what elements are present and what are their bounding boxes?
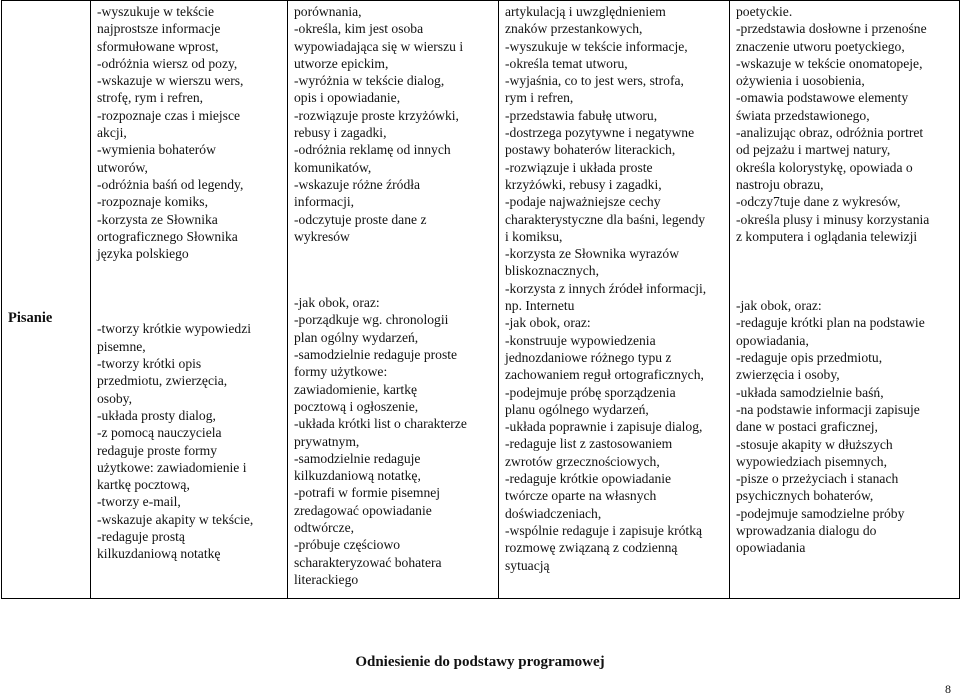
cell-text-bottom: -jak obok, oraz: -redaguje krótki plan na podstawie opowiadania, -redaguje opis przedmiotu, zwierzęcia i osoby, -układa samodzielnie baśń, -na podstawie informacji zapisuje dane w postaci graficznej, -stosuje akapity w dłuższych wypowiedziach pisemnych, -pisze o przeżyciach i stanach psychicznych bohaterów, -podejmuje samodzielne próby wprowadzania dialogu do opowiadania xyxy=(736,298,925,556)
table-cell xyxy=(91,1,288,599)
requirements-table xyxy=(1,0,960,599)
page-number: 8 xyxy=(945,682,951,696)
table-cell xyxy=(730,1,960,599)
cell-text-bottom: -jak obok, oraz: -porządkuje wg. chronologii plan ogólny wydarzeń, -samodzielnie redaguje proste formy użytkowe: zawiadomienie, kartkę pocztową i ogłoszenie, -układa krótki list o charakterze prywatnym, -samodzielnie redaguje kilkuzdaniową notatkę, -potrafi w formie pisemnej zredagować opowiadanie odtwórcze, -próbuje częściowo scharakteryzować bohatera literackiego xyxy=(294,295,467,587)
cell-text-top: poetyckie. -przedstawia dosłowne i przenośne znaczenie utworu poetyckiego, -wskazuje w tekście onomatopeje, ożywienia i uosobienia, -omawia podstawowe elementy świata przedstawionego, -analizując obraz, odróżnia portret od pejzażu i martwej natury, określa kolorystykę, opowiada o nastroju obrazu, -odczy7tuje dane z wykresów, -określa plusy i minusy korzystania z komputera i oglądania telewizji xyxy=(736,4,930,244)
cell-text-bottom: -jak obok, oraz: -konstruuje wypowiedzenia jednozdaniowe różnego typu z zachowaniem reguł ortograficznych, -podejmuje próbę sporządzenia planu ogólnego wydarzeń, -układa poprawnie i zapisuje dialog, -redaguje list z zastosowaniem zwrotów grzecznościowych, -redaguje krótkie opowiadanie twórcze oparte na własnych doświadczeniach, -wspólnie redaguje i zapisuje krótką rozmowę związaną z codzienną sytuacją xyxy=(505,315,704,573)
cell-text-top: porównania, -określa, kim jest osoba wypowiadająca się w wierszu i utworze epickim, -wyróżnia w tekście dialog, opis i opowiadanie, -rozwiązuje proste krzyżówki, rebusy i zagadki, -odróżnia reklamę od innych komunikatów, -wskazuje różne źródła informacji, -odczytuje proste dane z wykresów xyxy=(294,4,464,244)
row-label: Pisanie xyxy=(8,310,53,326)
table-cell xyxy=(499,1,730,599)
row-label-cell xyxy=(2,1,91,599)
cell-text-bottom: -tworzy krótkie wypowiedzi pisemne, -tworzy krótki opis przedmiotu, zwierzęcia, osoby, -układa prosty dialog, -z pomocą nauczyciela redaguje proste formy użytkowe: zawiadomienie i kartkę pocztową, -tworzy e-mail, -wskazuje akapity w tekście, -redaguje prostą kilkuzdaniową notatkę xyxy=(97,321,254,562)
footer-title: Odniesienie do podstawy programowej xyxy=(355,654,605,670)
table-row xyxy=(2,1,960,599)
cell-text-top: artykulacją i uwzględnieniem znaków przestankowych, -wyszukuje w tekście informacje, -określa temat utworu, -wyjaśnia, co to jest wers, strofa, rym i refren, -przedstawia fabułę utworu, -dostrzega pozytywne i negatywne postawy bohaterów literackich, -rozwiązuje i układa proste krzyżówki, rebusy i zagadki, -podaje najważniejsze cechy charakterystyczne dla baśni, legendy i komiksu, -korzysta ze Słownika wyrazów bliskoznacznych, -korzysta z innych źródeł informacji, np. Internetu xyxy=(505,4,707,314)
cell-text-top: -wyszukuje w tekście najprostsze informacje sformułowane wprost, -odróżnia wiersz od pozy, -wskazuje w wierszu wers, strofę, rym i refren, -rozpoznaje czas i miejsce akcji, -wymienia bohaterów utworów, -odróżnia baśń od legendy, -rozpoznaje komiks, -korzysta ze Słownika ortograficznego Słownika języka polskiego xyxy=(97,4,244,262)
table-cell xyxy=(288,1,499,599)
